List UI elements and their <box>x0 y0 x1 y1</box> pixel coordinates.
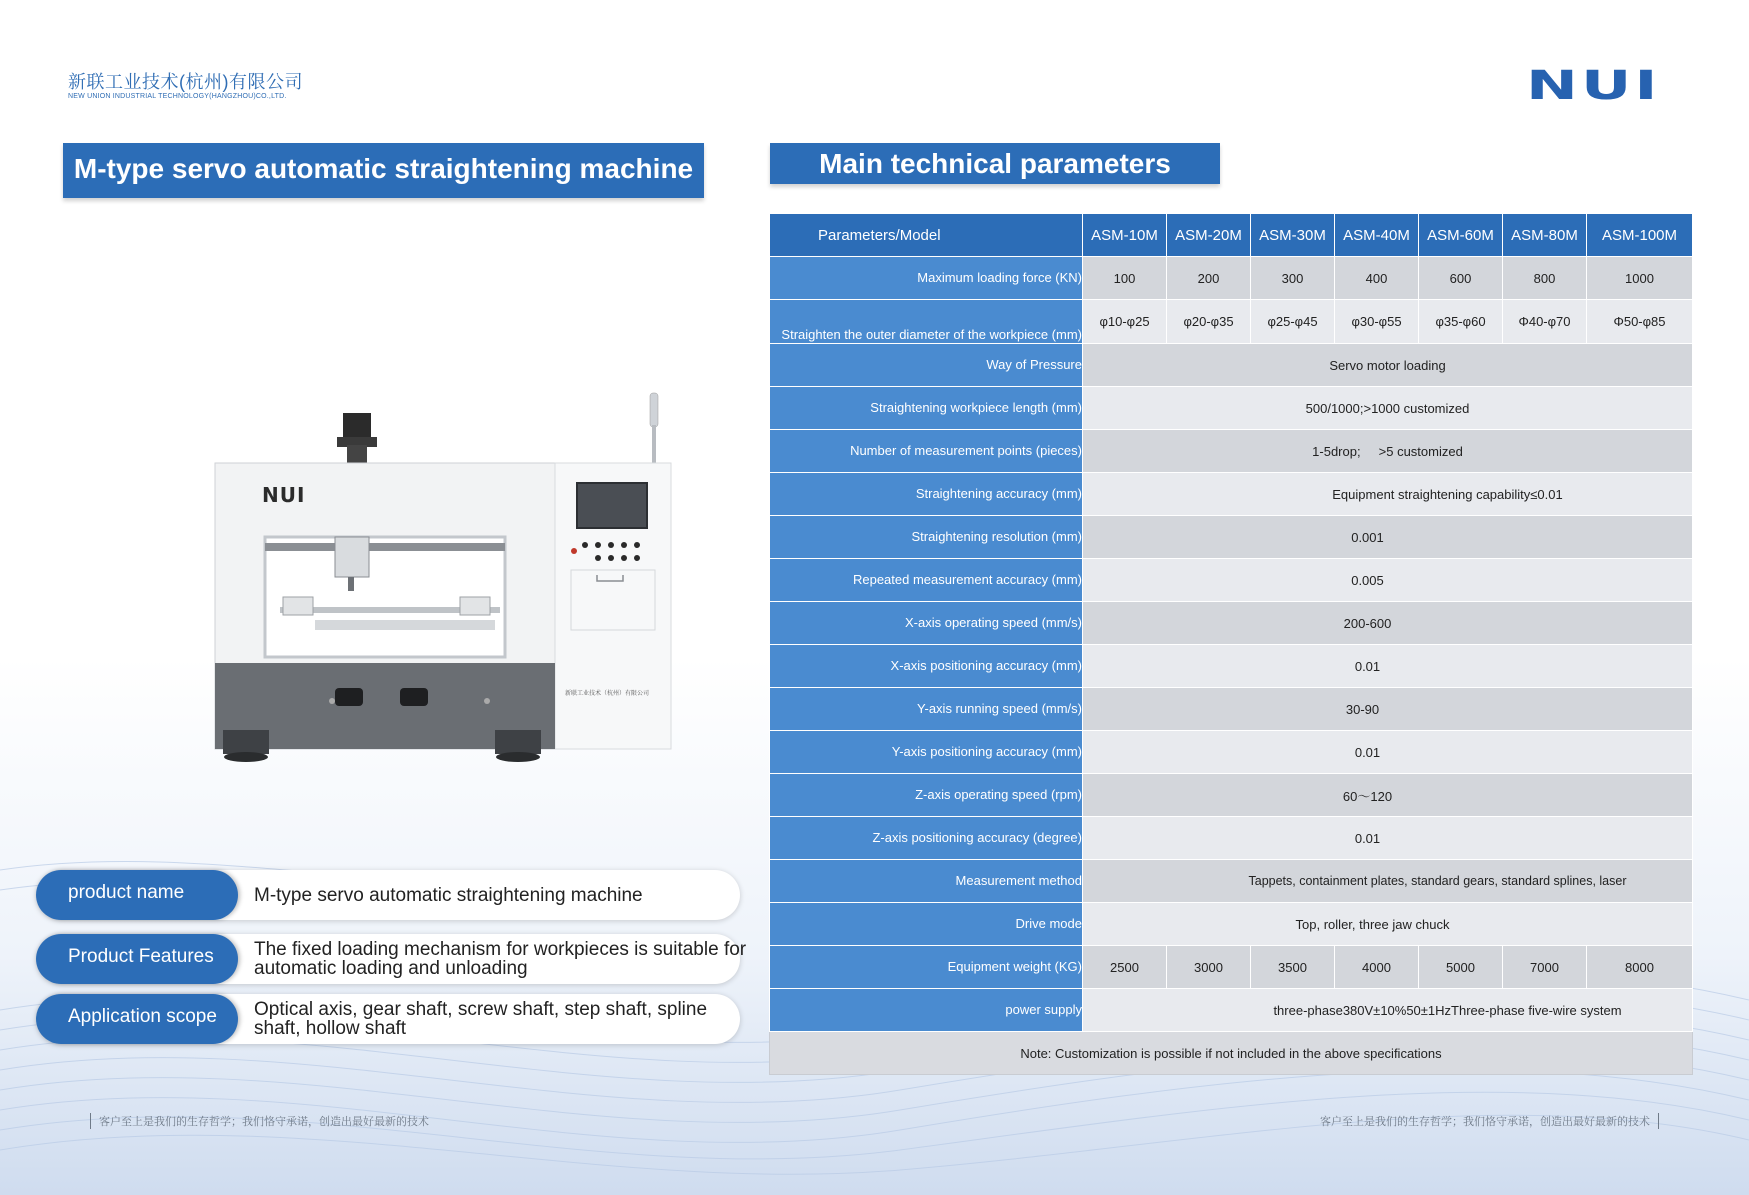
table-row <box>770 946 1693 989</box>
row-label: Y-axis positioning accuracy (mm) <box>770 731 1083 774</box>
span-cell: Top, roller, three jaw chuck <box>1083 903 1693 946</box>
machine-brand-text: NUI <box>262 483 306 507</box>
cell: 8000 <box>1587 946 1693 989</box>
table-row <box>770 989 1693 1032</box>
table-header-row <box>770 214 1693 257</box>
cell: Φ50-φ85 <box>1587 300 1693 344</box>
table-row <box>770 387 1693 430</box>
row-label: X-axis operating speed (mm/s) <box>770 602 1083 645</box>
table-row <box>770 645 1693 688</box>
span-cell: 60～120 <box>1083 774 1693 817</box>
header-model: ASM-100M <box>1587 214 1693 257</box>
cell: 4000 <box>1335 946 1419 989</box>
product-features-label: Product Features <box>36 934 238 984</box>
cell: 3000 <box>1167 946 1251 989</box>
span-cell: Servo motor loading <box>1083 344 1693 387</box>
cell: φ10-φ25 <box>1083 300 1167 344</box>
header-model: ASM-20M <box>1167 214 1251 257</box>
row-label: Repeated measurement accuracy (mm) <box>770 559 1083 602</box>
span-cell: 0.01 <box>1083 817 1693 860</box>
span-cell: 0.001 <box>1083 516 1693 559</box>
row-label: Z-axis positioning accuracy (degree) <box>770 817 1083 860</box>
span-cell: 0.01 <box>1083 731 1693 774</box>
application-scope-row <box>36 994 740 1044</box>
application-scope-label: Application scope <box>36 994 238 1044</box>
span-cell: 200-600 <box>1083 602 1693 645</box>
product-name-row <box>36 870 740 920</box>
row-label: power supply <box>770 989 1083 1032</box>
product-name-label: product name <box>36 870 238 920</box>
product-features-value: The fixed loading mechanism for workpieces is suitable for automatic loading and unloading <box>254 939 747 979</box>
cell: 2500 <box>1083 946 1167 989</box>
cell: φ30-φ55 <box>1335 300 1419 344</box>
table-row <box>770 688 1693 731</box>
row-label: Z-axis operating speed (rpm) <box>770 774 1083 817</box>
cell: φ35-φ60 <box>1419 300 1503 344</box>
row-label: Y-axis running speed (mm/s) <box>770 688 1083 731</box>
table-row <box>770 257 1693 300</box>
product-title-bar: M-type servo automatic straightening machine <box>63 143 704 198</box>
table-row <box>770 300 1693 344</box>
table-row <box>770 516 1693 559</box>
header-model: ASM-10M <box>1083 214 1167 257</box>
cell: 200 <box>1167 257 1251 300</box>
table-row <box>770 903 1693 946</box>
row-label: Equipment weight (KG) <box>770 946 1083 989</box>
parameters-table-wrap <box>769 213 1692 1075</box>
footer-slogan-left: 客户至上是我们的生存哲学；我们恪守承诺，创造出最好最新的技术 <box>90 1113 429 1129</box>
span-cell: Equipment straightening capability≤0.01 <box>1083 473 1693 516</box>
table-row <box>770 817 1693 860</box>
cell: 5000 <box>1419 946 1503 989</box>
table-row <box>770 559 1693 602</box>
cell: 300 <box>1251 257 1335 300</box>
cell: 100 <box>1083 257 1167 300</box>
cell: 3500 <box>1251 946 1335 989</box>
table-note-row <box>770 1032 1693 1075</box>
row-label: Straightening resolution (mm) <box>770 516 1083 559</box>
row-label: Number of measurement points (pieces) <box>770 430 1083 473</box>
span-cell: 30-90 <box>1083 688 1693 731</box>
application-scope-value: Optical axis, gear shaft, screw shaft, step shaft, spline shaft, hollow shaft <box>254 999 708 1039</box>
cell: 800 <box>1503 257 1587 300</box>
product-name-value: M-type servo automatic straightening machine <box>254 884 643 906</box>
row-label: Straightening accuracy (mm) <box>770 473 1083 516</box>
nui-logo <box>1526 63 1682 109</box>
span-cell: three-phase380V±10%50±1HzThree-phase five-wire system <box>1083 989 1693 1032</box>
cell: φ20-φ35 <box>1167 300 1251 344</box>
row-label: X-axis positioning accuracy (mm) <box>770 645 1083 688</box>
header-model: ASM-30M <box>1251 214 1335 257</box>
cell: Φ40-φ70 <box>1503 300 1587 344</box>
span-cell: 0.005 <box>1083 559 1693 602</box>
header-model: ASM-40M <box>1335 214 1419 257</box>
header-model: ASM-80M <box>1503 214 1587 257</box>
parameters-table <box>769 213 1693 1075</box>
table-row <box>770 860 1693 903</box>
row-label: Way of Pressure <box>770 344 1083 387</box>
header-parameters-model: Parameters/Model <box>770 214 1083 257</box>
logo-text: NUI <box>1526 63 1661 109</box>
span-cell: 500/1000;>1000 customized <box>1083 387 1693 430</box>
product-features-row <box>36 934 747 984</box>
cell: 1000 <box>1587 257 1693 300</box>
machine-plate-text: 新联工业技术（杭州）有限公司 <box>565 690 650 697</box>
machine-illustration <box>205 385 685 765</box>
header-model: ASM-60M <box>1419 214 1503 257</box>
table-row <box>770 731 1693 774</box>
cell: 7000 <box>1503 946 1587 989</box>
span-cell: Tappets, containment plates, standard gears, standard splines, laser <box>1083 860 1693 903</box>
table-row <box>770 344 1693 387</box>
row-label: Straightening workpiece length (mm) <box>770 387 1083 430</box>
cell: φ25-φ45 <box>1251 300 1335 344</box>
table-row <box>770 774 1693 817</box>
table-row <box>770 473 1693 516</box>
row-label: Straighten the outer diameter of the workpiece (mm) <box>770 300 1083 344</box>
company-name-english: NEW UNION INDUSTRIAL TECHNOLOGY(HANGZHOU)CO.,LTD. <box>68 93 287 100</box>
parameters-title-bar: Main technical parameters <box>770 143 1220 184</box>
span-cell: 0.01 <box>1083 645 1693 688</box>
footer-slogan-right: 客户至上是我们的生存哲学；我们恪守承诺，创造出最好最新的技术 <box>1320 1113 1659 1129</box>
table-note: Note: Customization is possible if not included in the above specifications <box>770 1032 1693 1075</box>
cell: 400 <box>1335 257 1419 300</box>
table-row <box>770 430 1693 473</box>
span-cell: 1-5drop; >5 customized <box>1083 430 1693 473</box>
company-name-chinese: 新联工业技术(杭州)有限公司 <box>68 72 303 92</box>
cell: 600 <box>1419 257 1503 300</box>
row-label: Maximum loading force (KN) <box>770 257 1083 300</box>
row-label: Drive mode <box>770 903 1083 946</box>
table-row <box>770 602 1693 645</box>
row-label: Measurement method <box>770 860 1083 903</box>
